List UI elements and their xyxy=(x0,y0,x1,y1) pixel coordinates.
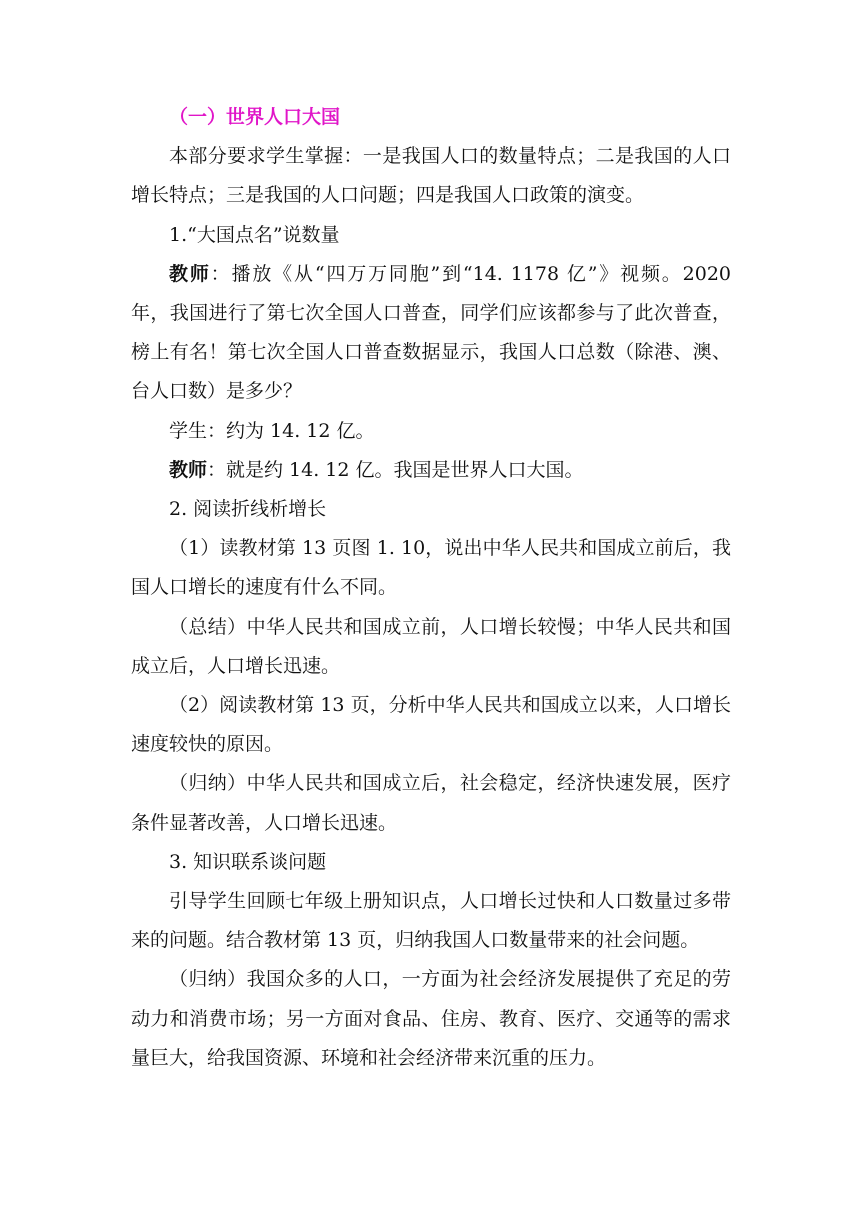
summary-text: 中华人民共和国成立前，人口增长较慢；中华人民共和国成立后，人口增长迅速。 xyxy=(131,615,731,677)
guide-paragraph: 引导学生回顾七年级上册知识点，人口增长过快和人口数量过多带来的问题。结合教材第 13 页，归纳我国人口数量带来的社会问题。 xyxy=(131,890,731,952)
teacher-paragraph-1 xyxy=(131,255,731,412)
teacher-label: 教师 xyxy=(169,458,208,481)
item2-heading: 2. 阅读折线析增长 xyxy=(169,498,327,521)
section-title: （一）世界人口大国 xyxy=(169,106,341,128)
teacher-label: 教师 xyxy=(169,262,211,285)
item1-heading: 1.“大国点名”说数量 xyxy=(169,223,340,246)
induction-text: 中华人民共和国成立后，社会稳定，经济快速发展，医疗条件显著改善，人口增长迅速。 xyxy=(131,772,731,834)
question-1: （1）读教材第 13 页图 1. 10，说出中华人民共和国成立前后，我国人口增长的速度有什么不同。 xyxy=(131,537,731,599)
induction-label: （归纳） xyxy=(169,968,247,991)
summary-paragraph xyxy=(131,608,731,686)
teacher-paragraph-2 xyxy=(131,451,731,490)
document-body xyxy=(131,98,731,1078)
teacher-text: ：播放《从“四万万同胞”到“14. 1178 亿”》视频。2020 年，我国进行了第七次全国人口普查，同学们应该都参与了此次普查，榜上有名！第七次全国人口普查数据显示，我国人口总数（除港、澳、台人口数）是多少？ xyxy=(131,262,731,403)
summary-label: （总结） xyxy=(169,615,247,638)
induction-paragraph-2 xyxy=(131,960,731,1078)
student-paragraph: 学生：约为 14. 12 亿。 xyxy=(169,419,375,442)
teacher-text: ：就是约 14. 12 亿。我国是世界人口大国。 xyxy=(207,458,584,481)
intro-paragraph: 本部分要求学生掌握：一是我国人口的数量特点；二是我国的人口增长特点；三是我国的人口问题；四是我国人口政策的演变。 xyxy=(131,145,731,207)
induction-label: （归纳） xyxy=(169,772,247,795)
induction-paragraph-1 xyxy=(131,764,731,842)
question-2: （2）阅读教材第 13 页，分析中华人民共和国成立以来，人口增长速度较快的原因。 xyxy=(131,694,731,756)
section-title-line xyxy=(131,98,731,137)
item3-heading: 3. 知识联系谈问题 xyxy=(169,850,327,873)
induction-text: 我国众多的人口，一方面为社会经济发展提供了充足的劳动力和消费市场；另一方面对食品、住房、教育、医疗、交通等的需求量巨大，给我国资源、环境和社会经济带来沉重的压力。 xyxy=(131,968,731,1069)
